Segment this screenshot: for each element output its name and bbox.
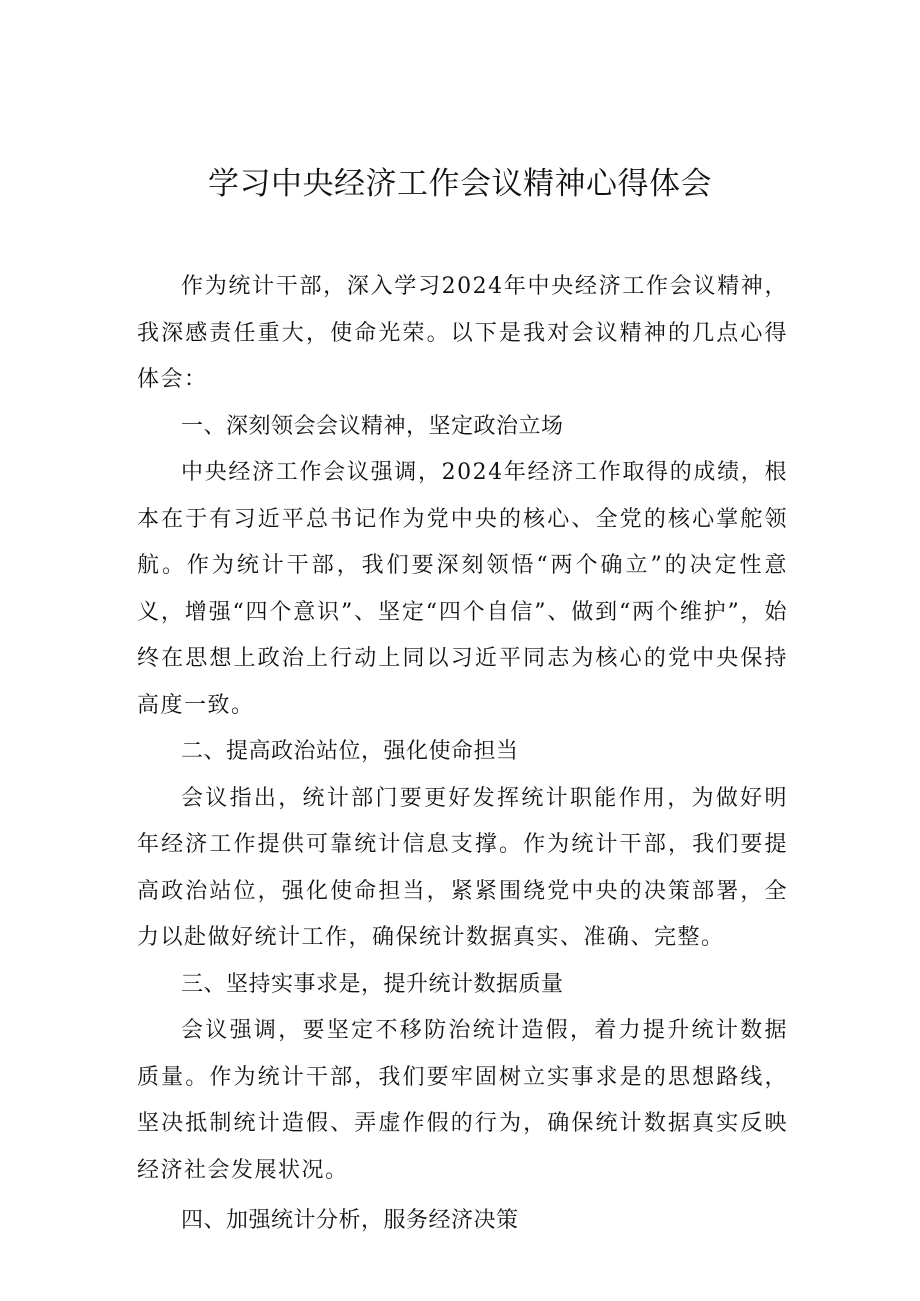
section-2-heading: 二、提高政治站位，强化使命担当 [181, 739, 519, 764]
page-title: 学习中央经济工作会议精神心得体会 [208, 166, 712, 202]
section-3-paragraph: 会议强调，要坚定不移防治统计造假，着力提升统计数据质量。作为统计干部，我们要牢固树立实事求是的思想路线，坚决抵制统计造假、弄虚作假的行为，确保统计数据真实反映经济社会发展状况。 [137, 1018, 788, 1183]
section-3-heading: 三、坚持实事求是，提升统计数据质量 [181, 971, 564, 997]
section-1-heading: 一、深刻领会会议精神，坚定政治立场 [181, 413, 564, 439]
document-body [137, 264, 788, 1245]
section-1-paragraph: 中央经济工作会议强调，2024年经济工作取得的成绩，根本在于有习近平总书记作为党中央的核心、全党的核心掌舵领航。作为统计干部，我们要深刻领悟“两个确立”的决定性意义，增强“四个意识”、坚定“四个自信”、做到“两个维护”，始终在思想上政治上行动上同以习近平同志为核心的党中央保持高度一致。 [137, 460, 788, 718]
intro-paragraph: 作为统计干部，深入学习2024年中央经济工作会议精神，我深感责任重大，使命光荣。以下是我对会议精神的几点心得体会： [137, 274, 788, 392]
section-2-paragraph: 会议指出，统计部门要更好发挥统计职能作用，为做好明年经济工作提供可靠统计信息支撑。作为统计干部，我们要提高政治站位，强化使命担当，紧紧围绕党中央的决策部署，全力以赴做好统计工作，确保统计数据真实、准确、完整。 [137, 785, 788, 950]
section-4-heading: 四、加强统计分析，服务经济决策 [181, 1208, 519, 1233]
